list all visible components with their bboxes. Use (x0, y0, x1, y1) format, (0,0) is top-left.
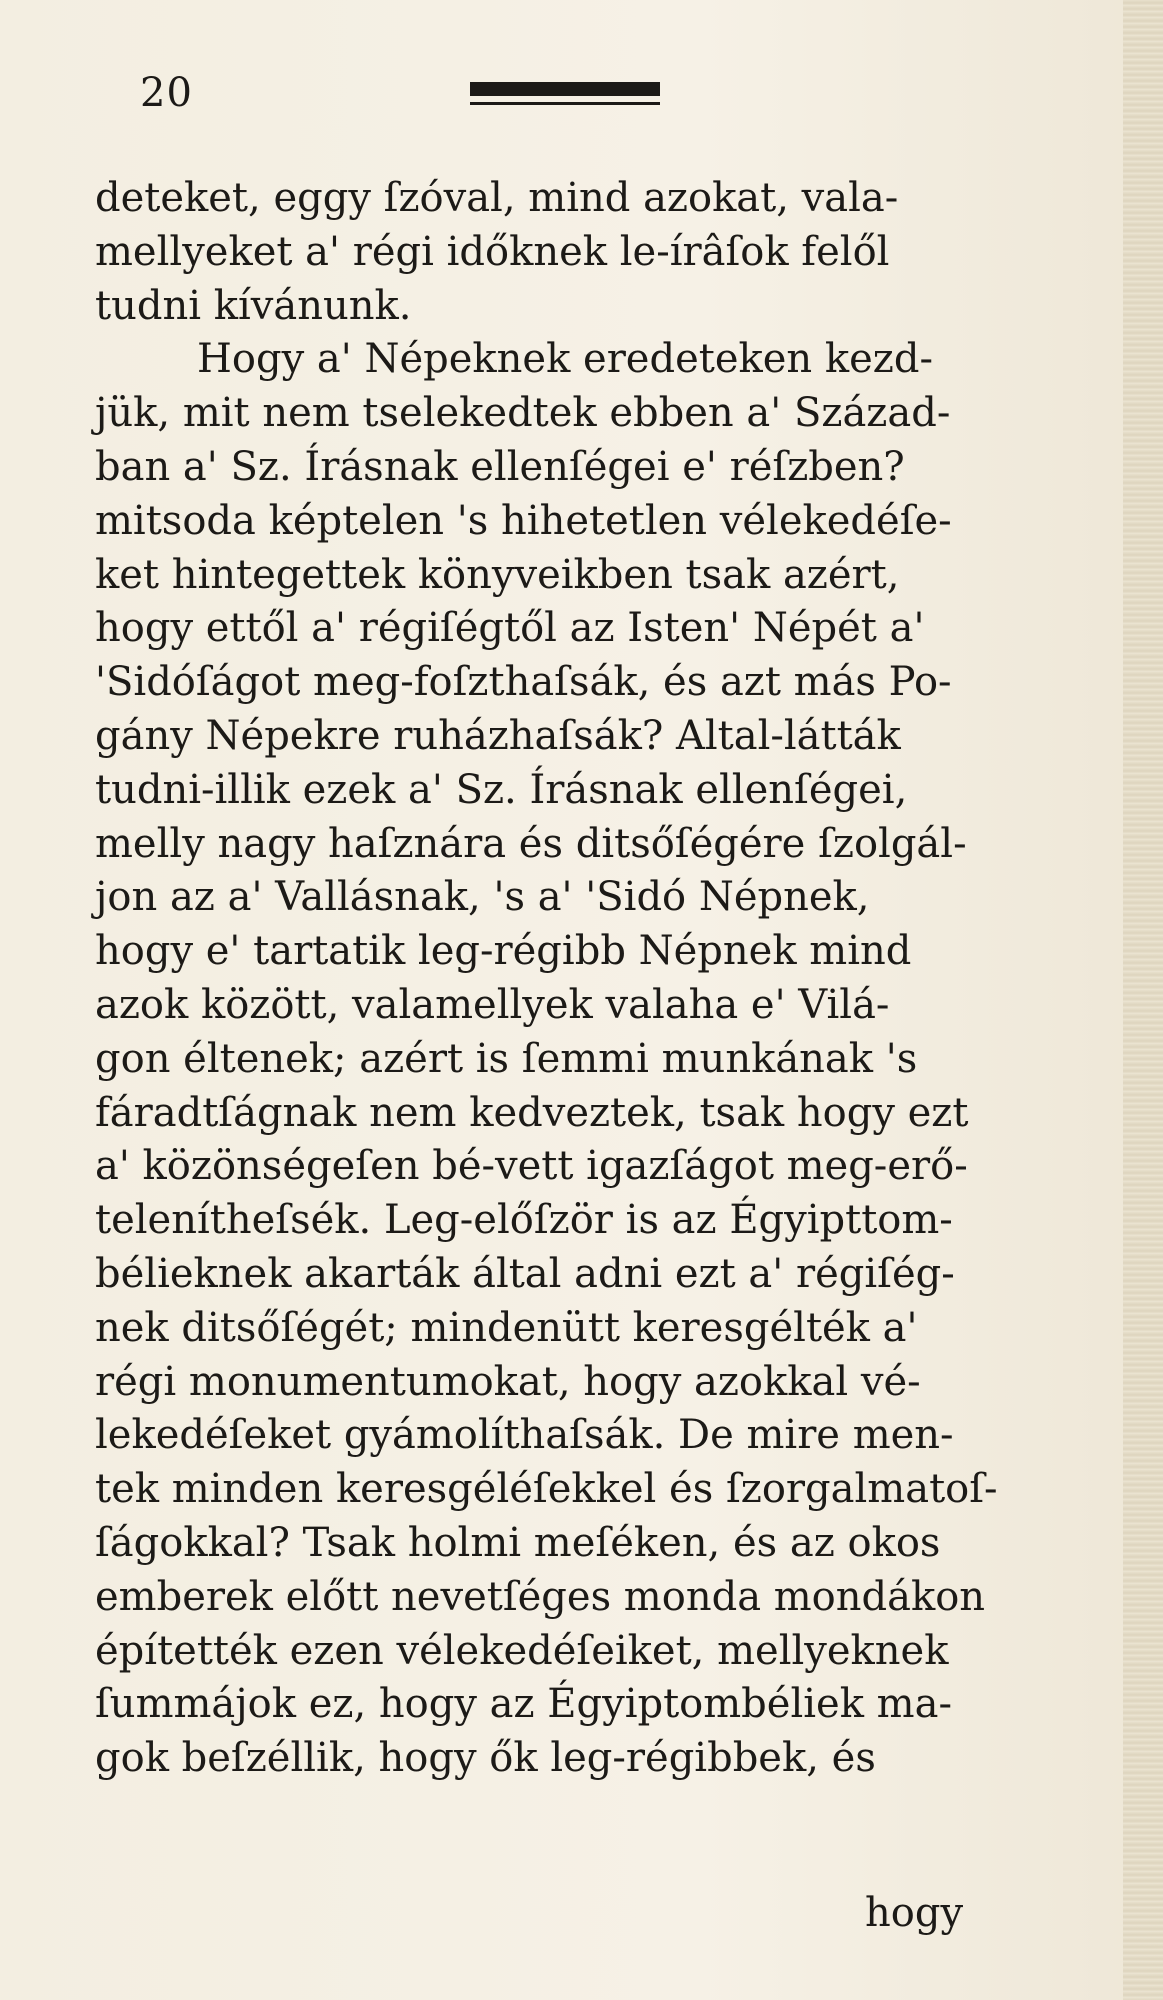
text-line: gok beſzéllik, hogy ők leg-régibbek, és (95, 1735, 876, 1782)
text-line: régi monumentumokat, hogy azokkal vé- (95, 1358, 921, 1405)
text-line: jon az a' Vallásnak, 's a' 'Sidó Népnek, (95, 874, 870, 921)
text-line: építették ezen vélekedéſeiket, mellyeknek (95, 1627, 949, 1674)
text-line: tek minden keresgéléſekkel és ſzorgalmatoſ- (95, 1466, 998, 1513)
text-line: fáradtſágnak nem kedveztek, tsak hogy ezt (95, 1089, 969, 1136)
text-line: lekedéſeket gyámolíthaſsák. De mire men- (95, 1412, 954, 1459)
text-line: gány Népekre ruházhaſsák? Altal-látták (95, 712, 901, 759)
text-line: deteket, eggy ſzóval, mind azokat, vala- (95, 175, 899, 221)
text-line: hogy e' tartatik leg-régibb Népnek mind (95, 928, 912, 975)
text-line: telenítheſsék. Leg-előſzör is az Égyipttom- (95, 1197, 953, 1244)
page-number: 20 (140, 70, 193, 116)
text-line: 'Sidóſágot meg-foſzthaſsák, és azt más Po- (95, 659, 952, 706)
text-line: mellyeket a' régi időknek le-írâſok felől (95, 228, 890, 275)
page-edge (1123, 0, 1163, 2000)
text-line: mitsoda képtelen 's hihetetlen vélekedéſe- (95, 497, 952, 544)
text-line: emberek előtt nevetſéges monda mondákon (95, 1573, 986, 1620)
header-ornament-rule (470, 82, 660, 96)
text-line: hogy ettől a' régiſégtől az Isten' Népét a' (95, 605, 925, 652)
text-line: a' közönségeſen bé-vett igazſágot meg-erő- (95, 1143, 968, 1190)
text-line: tudni kívánunk. (95, 282, 412, 329)
catchword: hogy (865, 1890, 964, 1936)
text-line: tudni-illik ezek a' Sz. Írásnak ellenſégei, (95, 766, 908, 813)
text-line: ſágokkal? Tsak holmi meſéken, és az okos (95, 1519, 941, 1566)
text-line: melly nagy haſznára és ditsőſégére ſzolgál- (95, 820, 967, 867)
text-line: bélieknek akarták által adni ezt a' régiſég- (95, 1250, 955, 1297)
text-line: jük, mit nem tselekedtek ebben a' Század- (95, 390, 951, 437)
body-text (95, 172, 1035, 1786)
text-line: ban a' Sz. Írásnak ellenſégei e' réſzben? (95, 443, 905, 490)
text-line: azok között, valamellyek valaha e' Vilá- (95, 981, 890, 1028)
text-line: gon éltenek; azért is ſemmi munkának 's (95, 1035, 918, 1082)
text-line: ſummájok ez, hogy az Égyiptombéliek ma- (95, 1681, 952, 1728)
text-line: nek ditsőſégét; mindenütt keresgélték a' (95, 1304, 918, 1351)
paragraph-start-line: Hogy a' Népeknek eredeteken kezd- (197, 336, 933, 383)
text-line: ket hintegettek könyveikben tsak azért, (95, 551, 900, 598)
